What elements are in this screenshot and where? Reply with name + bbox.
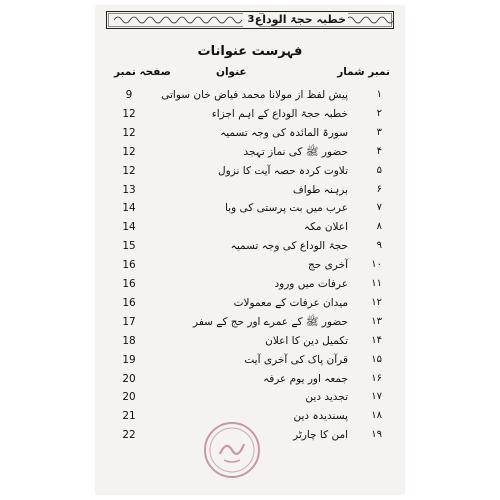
toc-topic: عرفات میں ورود (274, 278, 348, 290)
toc-row (96, 202, 404, 219)
toc-topic: عرب میں بت پرستی کی وبا (224, 202, 348, 215)
toc-row (96, 373, 404, 390)
toc-topic: آخری حج (307, 259, 348, 272)
toc-row (96, 391, 404, 408)
toc-row (96, 165, 404, 182)
toc-serial: ۷ (376, 202, 382, 214)
book-page (96, 6, 404, 494)
toc-page-number: 18 (122, 334, 136, 347)
toc-row (96, 297, 404, 314)
toc-page-number: 20 (122, 372, 136, 385)
publisher-logo-icon (202, 420, 262, 480)
toc-row (96, 240, 404, 257)
toc-topic: جمعہ اور یوم عرفہ (263, 372, 348, 385)
page-number: 3 (243, 13, 259, 27)
toc-row (96, 278, 404, 295)
toc-page-number: 21 (122, 410, 136, 423)
toc-topic: برہنہ طواف (292, 183, 348, 196)
column-header-page: صفحہ نمبر (114, 66, 171, 78)
toc-page-number: 19 (122, 353, 136, 366)
toc-serial: ۸ (376, 221, 382, 233)
toc-serial: ۲ (376, 107, 382, 119)
toc-serial: ۱ (376, 89, 382, 100)
toc-serial: ۹ (376, 240, 382, 252)
toc-serial: ۱۴ (371, 334, 382, 346)
toc-row (96, 146, 404, 163)
book-title: خطبہ حجۃ الوداع (254, 13, 346, 26)
toc-topic: میدان عرفات کے معمولات (233, 296, 348, 309)
toc-serial: ۵ (376, 164, 382, 176)
toc-serial: ۱۱ (371, 278, 382, 289)
toc-page-number: 20 (122, 391, 136, 404)
toc-page-number: 12 (122, 164, 136, 177)
toc-topic: پسندیدہ دین (293, 410, 348, 423)
toc-row (96, 108, 404, 125)
page-header (106, 10, 394, 32)
toc-topic: اعلان مکہ (303, 221, 348, 234)
toc-serial: ۱۹ (371, 429, 382, 441)
toc-row (96, 89, 404, 106)
toc-serial: ۱۳ (371, 315, 382, 327)
toc-page-number: 15 (122, 240, 136, 253)
toc-topic: حضور ﷺ کے عمرے اور حج کے سفر (193, 315, 348, 328)
toc-row (96, 354, 404, 371)
toc-row (96, 221, 404, 238)
toc-topic: حجۃ الوداع کی وجہ تسمیہ (230, 240, 348, 253)
toc-page-number: 16 (122, 259, 136, 272)
toc-page-number: 22 (122, 429, 136, 442)
column-header-number: نمبر شمار (337, 66, 390, 78)
toc-row (96, 127, 404, 144)
toc-topic: پیش لفظ از مولانا محمد فیاض خان سواتی (161, 89, 348, 101)
toc-topic: خطبہ حجۃ الوداع کے اہم اجزاء (211, 107, 348, 120)
toc-page-number: 12 (122, 126, 136, 139)
toc-page-number: 14 (122, 221, 136, 234)
toc-serial: ۱۰ (371, 259, 382, 271)
toc-title: فہرست عنوانات (197, 44, 303, 59)
toc-topic: تجدید دین (305, 391, 348, 404)
toc-page-number: 16 (122, 278, 136, 290)
toc-serial: ۱۷ (371, 391, 382, 403)
toc-serial: ۶ (376, 183, 382, 195)
toc-page-number: 16 (122, 296, 136, 309)
toc-serial: ۴ (376, 145, 382, 157)
column-header-topic: عنوان (216, 66, 247, 78)
toc-topic: قرآن پاک کی آخری آیت (244, 353, 348, 366)
toc-row (96, 316, 404, 333)
toc-page-number: 17 (122, 315, 136, 328)
toc-row (96, 335, 404, 352)
toc-serial: ۱۸ (371, 410, 382, 422)
toc-topic: حضور ﷺ کی نماز تہجد (243, 145, 348, 158)
toc-topic: تلاوت کردہ حصہ آیت کا نزول (218, 164, 348, 177)
toc-serial: ۱۶ (371, 372, 382, 384)
toc-page-number: 9 (125, 89, 133, 101)
toc-serial: ۱۵ (371, 353, 382, 365)
toc-topic: امن کا چارٹر (293, 429, 348, 442)
toc-page-number: 12 (122, 145, 136, 158)
toc-topic: سورۃ المائدہ کی وجہ تسمیہ (220, 126, 348, 139)
toc-row (96, 259, 404, 276)
toc-page-number: 14 (122, 202, 136, 215)
toc-serial: ۱۲ (371, 296, 382, 308)
toc-serial: ۳ (376, 126, 382, 138)
toc-page-number: 13 (122, 183, 136, 196)
toc-page-number: 12 (122, 107, 136, 120)
toc-topic: تکمیل دین کا اعلان (265, 334, 348, 347)
toc-row (96, 184, 404, 201)
